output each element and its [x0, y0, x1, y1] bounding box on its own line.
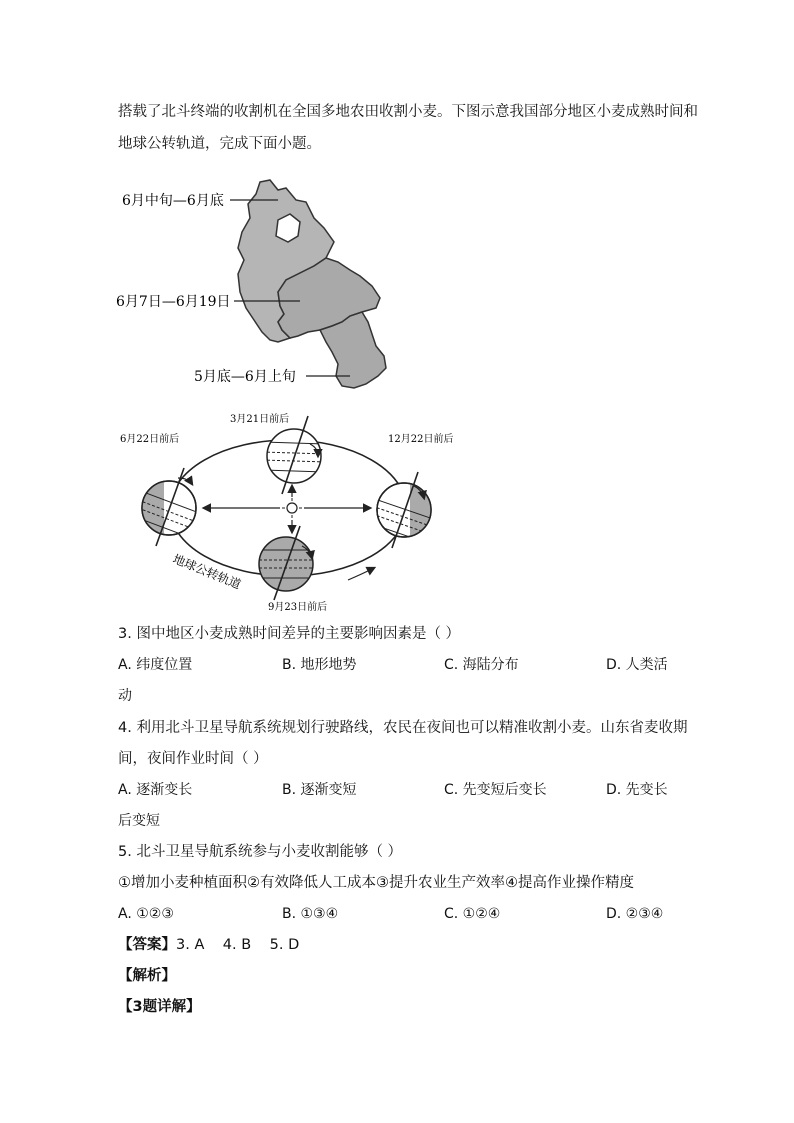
q4-option-a: A. 逐渐变长 — [118, 782, 193, 798]
intro-line-2: 地球公转轨道，完成下面小题。 — [118, 136, 321, 152]
earth-orbit-diagram — [112, 404, 462, 614]
earth-september — [254, 526, 318, 600]
q5-option-a: A. ①②③ — [118, 906, 174, 922]
map-label-top: 6月中旬—6月底 — [122, 193, 224, 209]
answer-text: 3. A 4. B 5. D — [176, 937, 300, 953]
q4-option-b: B. 逐渐变短 — [282, 782, 357, 798]
q3-option-d-cont: 动 — [118, 688, 132, 704]
answer-line — [118, 935, 299, 955]
q3-stem: 3. 图中地区小麦成熟时间差异的主要影响因素是（ ） — [118, 626, 461, 642]
q4-option-c: C. 先变短后变长 — [444, 782, 547, 798]
intro-line-1: 搭载了北斗终端的收割机在全国多地农田收割小麦。下图示意我国部分地区小麦成熟时间和 — [118, 104, 698, 120]
q4-stem-1: 4. 利用北斗卫星导航系统规划行驶路线，农民在夜间也可以精准收割小麦。山东省麦收期 — [118, 720, 688, 736]
map-label-mid: 6月7日—6月19日 — [116, 294, 231, 310]
q5-stem: 5. 北斗卫星导航系统参与小麦收割能够（ ） — [118, 844, 403, 860]
sun-icon — [282, 498, 302, 518]
label-march: 3月21日前后 — [230, 414, 290, 425]
q3-option-b: B. 地形地势 — [282, 657, 357, 673]
q5-option-d: D. ②③④ — [606, 906, 664, 922]
label-june: 6月22日前后 — [120, 434, 180, 445]
q5-option-c: C. ①②④ — [444, 906, 501, 922]
earth-march — [262, 416, 326, 494]
wheat-maturity-map — [110, 170, 400, 400]
q5-items: ①增加小麦种植面积②有效降低人工成本③提升农业生产效率④提高作业操作精度 — [118, 875, 634, 891]
q3-detail-heading: 【3题详解】 — [118, 999, 201, 1015]
label-september: 9月23日前后 — [268, 602, 328, 613]
q4-stem-2: 间，夜间作业时间（ ） — [118, 751, 268, 767]
orbit-name-label: 地球公转轨道 — [170, 551, 243, 592]
q3-option-d: D. 人类活 — [606, 657, 668, 673]
q4-option-d-cont: 后变短 — [118, 813, 160, 829]
label-december: 12月22日前后 — [388, 434, 454, 445]
q3-option-a: A. 纬度位置 — [118, 657, 193, 673]
q4-option-d: D. 先变长 — [606, 782, 668, 798]
revolution-arrow-icon — [348, 568, 374, 580]
earth-december — [372, 472, 436, 548]
analysis-heading: 【解析】 — [118, 968, 176, 984]
map-label-bottom: 5月底—6月上旬 — [194, 369, 296, 385]
q5-option-b: B. ①③④ — [282, 906, 339, 922]
earth-june — [138, 468, 202, 546]
answer-label: 【答案】 — [118, 937, 176, 953]
q3-option-c: C. 海陆分布 — [444, 657, 519, 673]
